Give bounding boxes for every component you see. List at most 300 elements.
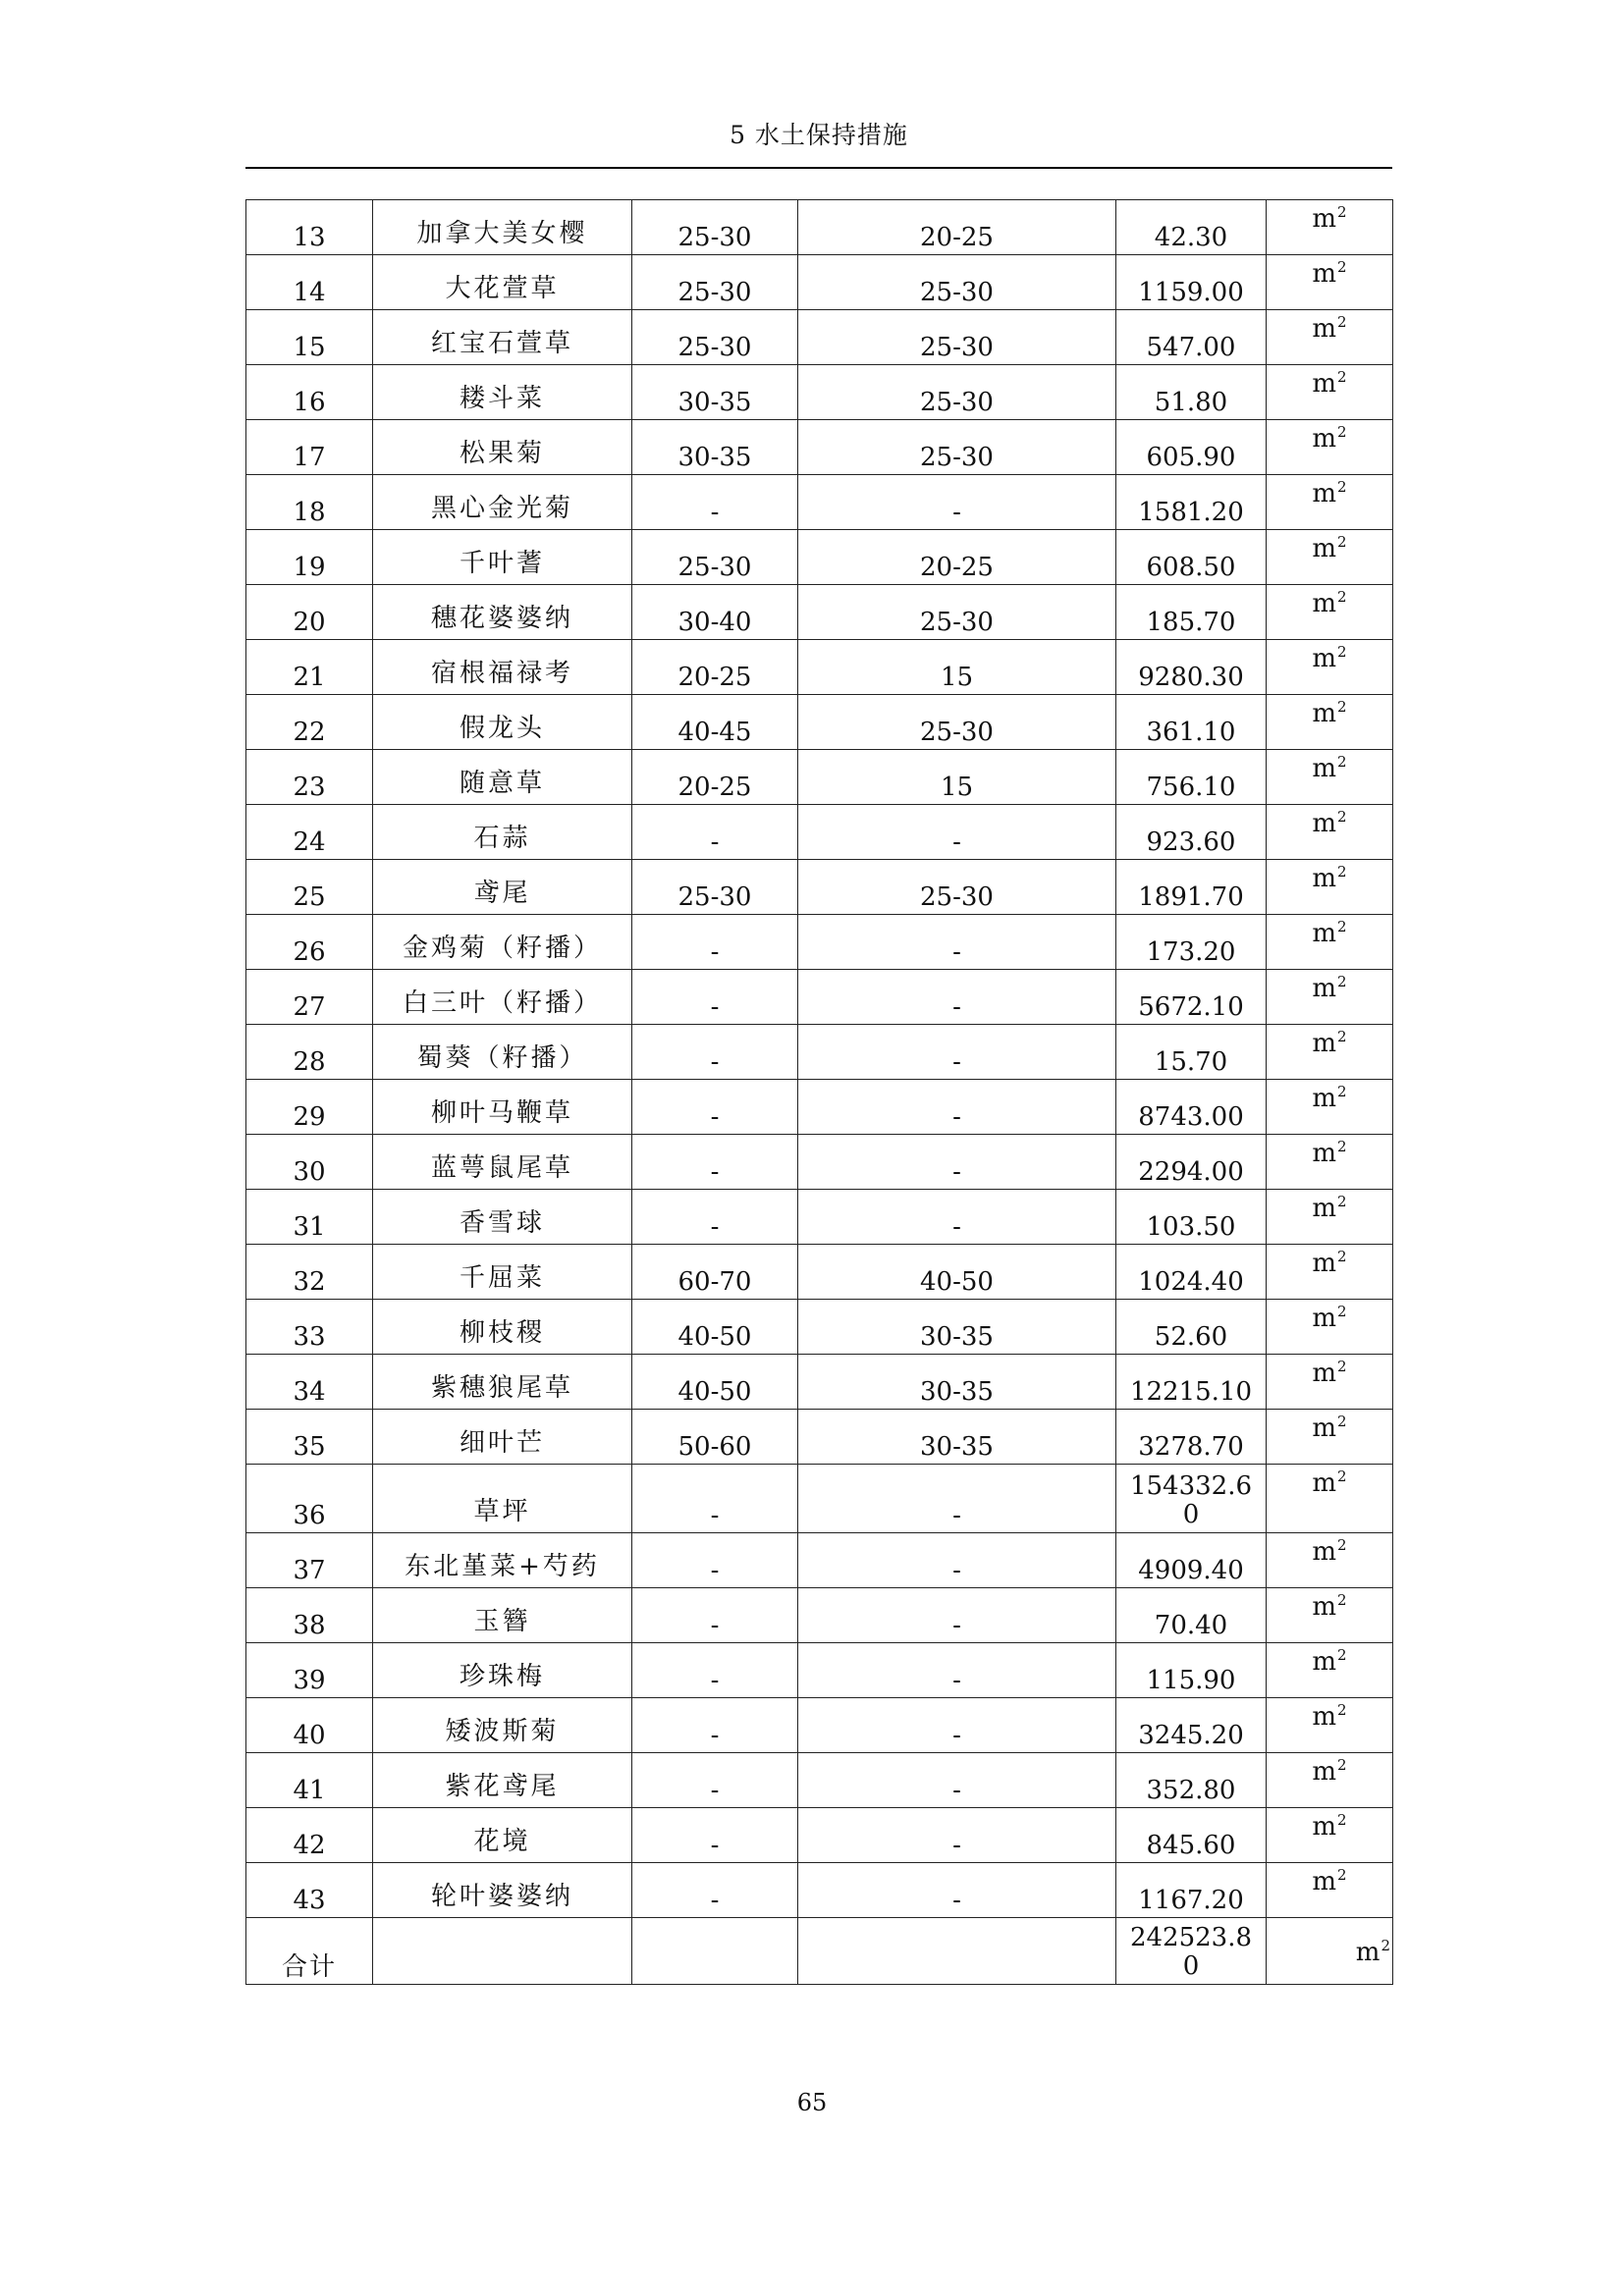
spec-value-2: - — [952, 1047, 961, 1077]
spec-value-2-cell — [798, 1465, 1116, 1533]
area-value: 70.40 — [1154, 1611, 1228, 1640]
row-number: 18 — [293, 498, 326, 527]
plant-name: 珍珠梅 — [459, 1662, 545, 1691]
unit-value — [1267, 1756, 1392, 1788]
unit-base: m — [1312, 204, 1337, 234]
plant-name-cell — [373, 1025, 632, 1080]
spec-value-1-cell — [632, 860, 798, 915]
area-value: 52.60 — [1154, 1322, 1228, 1352]
spec-value-1-cell — [632, 200, 798, 255]
row-number: 36 — [293, 1501, 326, 1530]
unit-exponent: 2 — [1337, 698, 1347, 716]
unit-value — [1267, 203, 1392, 235]
area-value-cell — [1116, 200, 1267, 255]
area-value-cell — [1116, 1025, 1267, 1080]
plant-name-cell — [373, 1533, 632, 1588]
plant-name-cell — [373, 1080, 632, 1135]
plant-table — [245, 199, 1393, 1985]
row-number-cell — [246, 1643, 373, 1698]
plant-name: 千叶蓍 — [459, 549, 545, 578]
plant-name-cell — [373, 1753, 632, 1808]
unit-cell — [1267, 1080, 1393, 1135]
plant-name: 松果菊 — [459, 439, 545, 468]
row-number: 32 — [293, 1267, 326, 1297]
row-number: 15 — [293, 333, 326, 362]
table-row — [246, 1643, 1393, 1698]
row-number-cell — [246, 420, 373, 475]
row-number-cell — [246, 1698, 373, 1753]
area-value: 5672.10 — [1138, 992, 1244, 1022]
unit-value — [1267, 643, 1392, 674]
plant-name-cell — [373, 805, 632, 860]
area-value-cell — [1116, 1698, 1267, 1753]
total-unit-exponent: 2 — [1380, 1937, 1390, 1954]
unit-base: m — [1312, 1414, 1337, 1443]
table-row — [246, 860, 1393, 915]
row-number: 17 — [293, 443, 326, 472]
spec-value-2: - — [952, 1556, 961, 1585]
spec-value-2-cell — [798, 310, 1116, 365]
unit-base: m — [1312, 1757, 1337, 1787]
row-number-cell — [246, 860, 373, 915]
area-value-cell — [1116, 1643, 1267, 1698]
area-value-cell — [1116, 310, 1267, 365]
spec-value-2: - — [952, 828, 961, 857]
area-value-cell — [1116, 1190, 1267, 1245]
spec-value-2-cell — [798, 695, 1116, 750]
spec-value-1: 25-30 — [677, 278, 752, 307]
spec-value-2-cell — [798, 585, 1116, 640]
unit-base: m — [1312, 1249, 1337, 1278]
spec-value-1: 30-35 — [677, 443, 752, 472]
unit-exponent: 2 — [1337, 1138, 1347, 1155]
unit-cell — [1267, 1863, 1393, 1918]
unit-exponent: 2 — [1337, 423, 1347, 441]
unit-base: m — [1312, 1647, 1337, 1677]
unit-exponent: 2 — [1337, 1248, 1347, 1265]
plant-name-cell — [373, 1588, 632, 1643]
spec-value-2: 15 — [940, 663, 974, 692]
table-row — [246, 200, 1393, 255]
unit-exponent: 2 — [1337, 1193, 1347, 1210]
table-row — [246, 1698, 1393, 1753]
unit-value — [1267, 863, 1392, 894]
unit-exponent: 2 — [1337, 1536, 1347, 1554]
spec-value-1: - — [710, 1047, 720, 1077]
table-row — [246, 1753, 1393, 1808]
unit-value — [1267, 973, 1392, 1004]
unit-cell — [1267, 200, 1393, 255]
plant-name: 随意草 — [459, 769, 545, 798]
plant-name: 耧斗菜 — [459, 384, 545, 413]
spec-value-1-cell — [632, 1355, 798, 1410]
unit-cell — [1267, 1698, 1393, 1753]
unit-value — [1267, 1811, 1392, 1842]
plant-name: 大花萱草 — [445, 274, 560, 303]
unit-exponent: 2 — [1337, 313, 1347, 331]
row-number: 42 — [293, 1831, 326, 1860]
area-value-cell — [1116, 805, 1267, 860]
spec-value-2: - — [952, 1831, 961, 1860]
row-number: 19 — [293, 553, 326, 582]
table-row — [246, 750, 1393, 805]
spec-value-2: - — [952, 1666, 961, 1695]
spec-value-1: - — [710, 937, 720, 967]
unit-exponent: 2 — [1337, 863, 1347, 881]
unit-cell — [1267, 365, 1393, 420]
unit-cell — [1267, 585, 1393, 640]
spec-value-1-cell — [632, 970, 798, 1025]
row-number-cell — [246, 1025, 373, 1080]
unit-value — [1267, 423, 1392, 454]
spec-value-2-cell — [798, 970, 1116, 1025]
total-empty-cell — [632, 1918, 798, 1985]
spec-value-2-cell — [798, 1190, 1116, 1245]
table-row — [246, 1863, 1393, 1918]
spec-value-1-cell — [632, 1465, 798, 1533]
spec-value-1-cell — [632, 1588, 798, 1643]
plant-name: 柳枝稷 — [459, 1318, 545, 1348]
plant-name: 红宝石萱草 — [430, 329, 573, 358]
row-number: 23 — [293, 773, 326, 802]
plant-name: 柳叶马鞭草 — [430, 1098, 573, 1128]
unit-exponent: 2 — [1337, 1468, 1347, 1485]
unit-base: m — [1312, 314, 1337, 344]
table-row — [246, 530, 1393, 585]
area-value-cell — [1116, 1465, 1267, 1533]
area-value: 608.50 — [1146, 553, 1236, 582]
unit-value — [1267, 1303, 1392, 1334]
spec-value-1-cell — [632, 1533, 798, 1588]
spec-value-1: - — [710, 1212, 720, 1242]
spec-value-2-cell — [798, 365, 1116, 420]
area-value-cell — [1116, 1300, 1267, 1355]
row-number-cell — [246, 1863, 373, 1918]
row-number-cell — [246, 1190, 373, 1245]
spec-value-2: 25-30 — [920, 608, 994, 637]
plant-name: 穗花婆婆纳 — [430, 604, 573, 633]
row-number: 26 — [293, 937, 326, 967]
unit-cell — [1267, 1808, 1393, 1863]
spec-value-2: 25-30 — [920, 278, 994, 307]
spec-value-1: - — [710, 1556, 720, 1585]
area-value-cell — [1116, 1588, 1267, 1643]
unit-cell — [1267, 915, 1393, 970]
row-number: 29 — [293, 1102, 326, 1132]
spec-value-2: 20-25 — [920, 223, 994, 252]
unit-exponent: 2 — [1337, 203, 1347, 221]
spec-value-2-cell — [798, 530, 1116, 585]
unit-base: m — [1312, 809, 1337, 838]
spec-value-1: 40-50 — [677, 1377, 752, 1407]
area-value: 42.30 — [1154, 223, 1228, 252]
row-number: 30 — [293, 1157, 326, 1187]
unit-exponent: 2 — [1337, 808, 1347, 826]
area-value: 756.10 — [1146, 773, 1236, 802]
total-empty-cell — [798, 1918, 1116, 1985]
plant-name-cell — [373, 365, 632, 420]
area-value-cell — [1116, 915, 1267, 970]
unit-exponent: 2 — [1337, 258, 1347, 276]
plant-name: 黑心金光菊 — [430, 494, 573, 523]
unit-cell — [1267, 1190, 1393, 1245]
unit-cell — [1267, 805, 1393, 860]
row-number-cell — [246, 1808, 373, 1863]
spec-value-1-cell — [632, 1753, 798, 1808]
unit-exponent: 2 — [1337, 1303, 1347, 1320]
unit-exponent: 2 — [1337, 1701, 1347, 1719]
unit-value — [1267, 1083, 1392, 1114]
table-row — [246, 970, 1393, 1025]
plant-name: 轮叶婆婆纳 — [430, 1882, 573, 1911]
table-row — [246, 1808, 1393, 1863]
unit-value — [1267, 1591, 1392, 1623]
unit-value — [1267, 808, 1392, 839]
row-number: 16 — [293, 388, 326, 417]
plant-name: 加拿大美女樱 — [416, 219, 588, 248]
spec-value-1-cell — [632, 310, 798, 365]
area-value: 923.60 — [1146, 828, 1236, 857]
unit-base: m — [1312, 1359, 1337, 1388]
unit-value — [1267, 478, 1392, 509]
area-value: 845.60 — [1146, 1831, 1236, 1860]
plant-name-cell — [373, 1300, 632, 1355]
plant-name-cell — [373, 970, 632, 1025]
table-row — [246, 255, 1393, 310]
spec-value-2-cell — [798, 915, 1116, 970]
row-number: 27 — [293, 992, 326, 1022]
spec-value-2-cell — [798, 1355, 1116, 1410]
plant-name-cell — [373, 310, 632, 365]
plant-name-cell — [373, 475, 632, 530]
table-row — [246, 695, 1393, 750]
area-value: 352.80 — [1146, 1776, 1236, 1805]
spec-value-2: - — [952, 1501, 961, 1530]
table-row — [246, 1300, 1393, 1355]
total-label: 合计 — [281, 1952, 337, 1982]
unit-base: m — [1312, 589, 1337, 618]
table-row — [246, 365, 1393, 420]
plant-name-cell — [373, 1808, 632, 1863]
spec-value-2-cell — [798, 1533, 1116, 1588]
spec-value-1: 20-25 — [677, 773, 752, 802]
unit-base: m — [1312, 1084, 1337, 1113]
spec-value-1: 25-30 — [677, 333, 752, 362]
row-number: 24 — [293, 828, 326, 857]
plant-name: 千屈菜 — [459, 1263, 545, 1293]
area-value: 185.70 — [1146, 608, 1236, 637]
unit-exponent: 2 — [1337, 368, 1347, 386]
spec-value-1-cell — [632, 750, 798, 805]
plant-name-cell — [373, 585, 632, 640]
unit-base: m — [1312, 1304, 1337, 1333]
spec-value-2-cell — [798, 1863, 1116, 1918]
unit-base: m — [1312, 699, 1337, 728]
spec-value-2-cell — [798, 1643, 1116, 1698]
spec-value-1-cell — [632, 530, 798, 585]
total-unit-cell — [1267, 1918, 1393, 1985]
unit-exponent: 2 — [1337, 1413, 1347, 1430]
spec-value-1: - — [710, 1776, 720, 1805]
total-row — [246, 1918, 1393, 1985]
plant-name-cell — [373, 1643, 632, 1698]
plant-name: 紫穗狼尾草 — [430, 1373, 573, 1403]
total-unit-base: m — [1355, 1938, 1380, 1967]
spec-value-1-cell — [632, 1190, 798, 1245]
area-value: 547.00 — [1146, 333, 1236, 362]
plant-name-cell — [373, 1465, 632, 1533]
row-number: 21 — [293, 663, 326, 692]
spec-value-1-cell — [632, 585, 798, 640]
spec-value-2-cell — [798, 1025, 1116, 1080]
unit-value — [1267, 533, 1392, 564]
row-number: 25 — [293, 882, 326, 912]
spec-value-2: 25-30 — [920, 333, 994, 362]
unit-exponent: 2 — [1337, 1756, 1347, 1774]
unit-value — [1267, 1536, 1392, 1568]
spec-value-1: - — [710, 1831, 720, 1860]
area-value-cell — [1116, 585, 1267, 640]
plant-name-cell — [373, 1135, 632, 1190]
spec-value-2: - — [952, 1102, 961, 1132]
unit-value — [1267, 753, 1392, 784]
plant-name-cell — [373, 1863, 632, 1918]
row-number-cell — [246, 475, 373, 530]
area-value: 361.10 — [1146, 718, 1236, 747]
area-value: 8743.00 — [1138, 1102, 1244, 1132]
area-value: 154332.60 — [1129, 1471, 1253, 1529]
unit-exponent: 2 — [1337, 1646, 1347, 1664]
row-number-cell — [246, 1533, 373, 1588]
area-value: 605.90 — [1146, 443, 1236, 472]
unit-base: m — [1312, 1592, 1337, 1622]
spec-value-2-cell — [798, 1753, 1116, 1808]
spec-value-1-cell — [632, 915, 798, 970]
area-value-cell — [1116, 475, 1267, 530]
area-value: 51.80 — [1154, 388, 1228, 417]
row-number: 37 — [293, 1556, 326, 1585]
spec-value-1: - — [710, 1721, 720, 1750]
unit-cell — [1267, 255, 1393, 310]
row-number-cell — [246, 695, 373, 750]
plant-name-cell — [373, 420, 632, 475]
area-value: 1891.70 — [1138, 882, 1244, 912]
spec-value-2-cell — [798, 1300, 1116, 1355]
table-row — [246, 1245, 1393, 1300]
plant-name-cell — [373, 530, 632, 585]
table-row — [246, 915, 1393, 970]
area-value-cell — [1116, 1863, 1267, 1918]
unit-base: m — [1312, 1867, 1337, 1896]
unit-exponent: 2 — [1337, 1028, 1347, 1045]
row-number: 41 — [293, 1776, 326, 1805]
spec-value-2: - — [952, 1721, 961, 1750]
row-number: 40 — [293, 1721, 326, 1750]
unit-base: m — [1312, 974, 1337, 1003]
row-number: 13 — [293, 223, 326, 252]
table-row — [246, 420, 1393, 475]
area-value-cell — [1116, 1135, 1267, 1190]
unit-value — [1267, 313, 1392, 345]
spec-value-2-cell — [798, 750, 1116, 805]
unit-exponent: 2 — [1337, 1591, 1347, 1609]
spec-value-1: 25-30 — [677, 882, 752, 912]
spec-value-2: - — [952, 1886, 961, 1915]
unit-base: m — [1312, 919, 1337, 948]
plant-name: 蓝萼鼠尾草 — [430, 1153, 573, 1183]
spec-value-2: 40-50 — [920, 1267, 994, 1297]
spec-value-2: - — [952, 1212, 961, 1242]
area-value: 4909.40 — [1138, 1556, 1244, 1585]
unit-cell — [1267, 1355, 1393, 1410]
unit-value — [1267, 1028, 1392, 1059]
spec-value-2: 30-35 — [920, 1432, 994, 1462]
row-number-cell — [246, 1355, 373, 1410]
table-row — [246, 1533, 1393, 1588]
total-label-cell — [246, 1918, 373, 1985]
spec-value-2-cell — [798, 255, 1116, 310]
area-value-cell — [1116, 365, 1267, 420]
unit-cell — [1267, 1643, 1393, 1698]
spec-value-2-cell — [798, 860, 1116, 915]
unit-value — [1267, 1646, 1392, 1678]
unit-cell — [1267, 310, 1393, 365]
unit-base: m — [1312, 479, 1337, 508]
unit-base: m — [1312, 1812, 1337, 1842]
unit-value — [1267, 1470, 1392, 1499]
spec-value-2: 30-35 — [920, 1377, 994, 1407]
area-value: 1581.20 — [1138, 498, 1244, 527]
total-area-cell — [1116, 1918, 1267, 1985]
unit-exponent: 2 — [1337, 1866, 1347, 1884]
spec-value-2: 25-30 — [920, 718, 994, 747]
plant-name: 花境 — [473, 1827, 531, 1856]
spec-value-1-cell — [632, 420, 798, 475]
spec-value-2-cell — [798, 420, 1116, 475]
area-value-cell — [1116, 1753, 1267, 1808]
unit-cell — [1267, 860, 1393, 915]
spec-value-2: - — [952, 937, 961, 967]
spec-value-1: 60-70 — [677, 1267, 752, 1297]
row-number: 43 — [293, 1886, 326, 1915]
table-row — [246, 310, 1393, 365]
table-row — [246, 1355, 1393, 1410]
area-value-cell — [1116, 255, 1267, 310]
unit-base: m — [1312, 754, 1337, 783]
unit-base: m — [1312, 424, 1337, 454]
plant-name-cell — [373, 1190, 632, 1245]
row-number-cell — [246, 805, 373, 860]
spec-value-2: - — [952, 992, 961, 1022]
spec-value-2: 15 — [940, 773, 974, 802]
row-number: 39 — [293, 1666, 326, 1695]
area-value-cell — [1116, 1533, 1267, 1588]
plant-name: 假龙头 — [459, 714, 545, 743]
row-number-cell — [246, 255, 373, 310]
spec-value-2-cell — [798, 200, 1116, 255]
unit-exponent: 2 — [1337, 753, 1347, 771]
unit-exponent: 2 — [1337, 533, 1347, 551]
spec-value-1: - — [710, 498, 720, 527]
unit-base: m — [1312, 1702, 1337, 1732]
row-number-cell — [246, 530, 373, 585]
area-value-cell — [1116, 1808, 1267, 1863]
unit-cell — [1267, 420, 1393, 475]
row-number: 35 — [293, 1432, 326, 1462]
unit-cell — [1267, 1135, 1393, 1190]
row-number-cell — [246, 1753, 373, 1808]
unit-exponent: 2 — [1337, 643, 1347, 661]
